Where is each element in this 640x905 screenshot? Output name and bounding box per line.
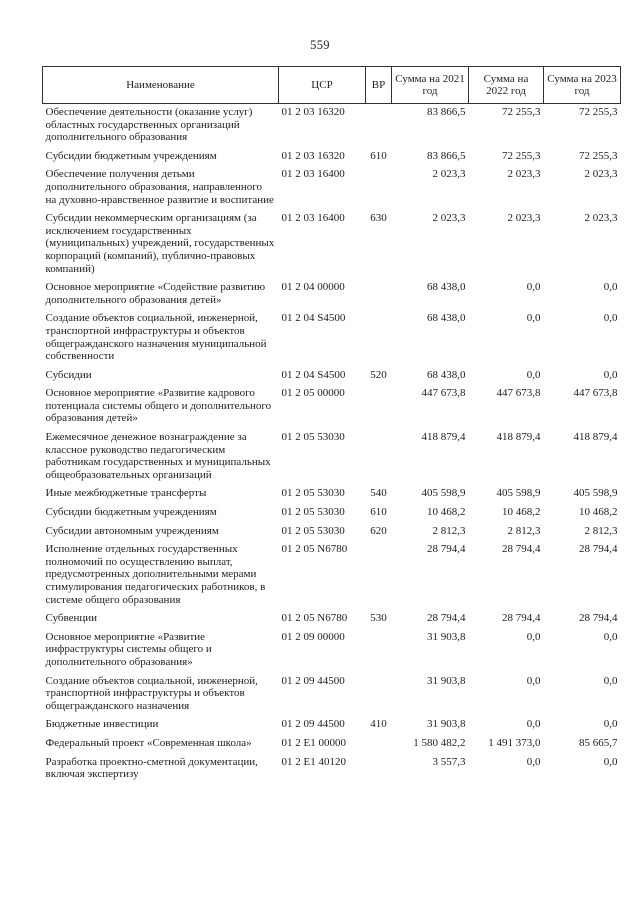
table-row [43,673,621,717]
budget-table [42,66,621,785]
row-sum-2023: 0,0 [603,674,618,687]
row-name: Обеспечение получения детьми дополнительного образования, направленного на духовно-нравственное развитие и воспитание [45,168,274,206]
row-csr: 01 2 09 44500 [281,718,345,731]
row-name: Субвенции [45,612,98,625]
row-vr [366,629,392,673]
row-sum-2021: 83 866,5 [427,149,466,162]
row-sum-2023: 85 665,7 [579,736,618,749]
row-csr: 01 2 05 00000 [281,387,345,400]
row-sum-2021: 68 438,0 [427,368,466,381]
row-vr [366,735,392,754]
row-sum-2023: 0,0 [603,755,618,768]
row-sum-2023: 72 255,3 [579,149,618,162]
row-sum-2021: 31 903,8 [427,718,466,731]
row-sum-2021: 418 879,4 [421,431,466,444]
table-row [43,485,621,504]
row-vr: 520 [370,368,387,381]
row-csr: 01 2 09 44500 [281,674,345,687]
row-sum-2023: 418 879,4 [573,431,618,444]
row-vr: 410 [370,718,387,731]
row-sum-2021: 2 023,3 [432,212,466,225]
row-sum-2023: 2 812,3 [584,524,618,537]
row-sum-2023: 72 255,3 [579,106,618,118]
row-name: Создание объектов социальной, инженерной, транспортной инфраструктуры и объектов общегражданского назначения [45,674,258,712]
header-vr: ВР [366,67,392,104]
row-name: Субсидии бюджетным учреждениям [45,506,217,519]
row-sum-2021: 2 812,3 [432,524,466,537]
header-sum-2022: Сумма на 2022 год [469,67,544,104]
row-sum-2022: 0,0 [526,312,541,325]
table-row [43,716,621,735]
row-csr: 01 2 05 53030 [281,524,345,537]
row-sum-2021: 1 580 482,2 [413,736,466,749]
row-sum-2021: 68 438,0 [427,312,466,325]
row-csr: 01 2 04 S4500 [281,368,346,381]
row-sum-2022: 0,0 [526,674,541,687]
table-row [43,504,621,523]
row-csr: 01 2 05 N6780 [281,543,348,556]
row-sum-2023: 447 673,8 [573,387,618,400]
row-sum-2022: 72 255,3 [502,106,541,118]
header-sum-2021: Сумма на 2021 год [392,67,469,104]
row-csr: 01 2 05 53030 [281,431,345,444]
row-sum-2021: 447 673,8 [421,387,466,400]
page-number: 559 [310,38,330,52]
row-sum-2022: 72 255,3 [502,149,541,162]
row-sum-2023: 2 023,3 [584,168,618,181]
row-sum-2023: 28 794,4 [579,612,618,625]
row-name: Ежемесячное денежное вознаграждение за классное руководство педагогическим работникам государственных и муниципальных общеобразовательных организаций [45,431,271,481]
table-row [43,523,621,542]
row-csr: 01 2 03 16320 [281,149,345,162]
row-name: Разработка проектно-сметной документации, включая экспертизу [45,755,258,781]
row-name: Основное мероприятие «Развитие инфраструктуры системы общего и дополнительного образования» [45,630,212,668]
row-name: Основное мероприятие «Содействие развитию дополнительного образования детей» [45,281,266,306]
row-vr: 530 [370,612,387,625]
row-vr [366,429,392,485]
row-sum-2022: 2 023,3 [507,168,541,181]
row-vr [366,104,392,148]
row-sum-2022: 2 812,3 [507,524,541,537]
row-vr [366,166,392,210]
row-csr: 01 2 E1 40120 [281,755,346,768]
row-name: Исполнение отдельных государственных полномочий по осуществлению выплат, предусмотренных дополнительными мерами стимулирования педагогических работников, в системе общего образования [45,543,266,606]
row-vr [366,310,392,366]
table-row [43,310,621,366]
row-sum-2022: 0,0 [526,630,541,643]
row-csr: 01 2 03 16320 [281,106,345,118]
row-vr: 620 [370,524,387,537]
table-row [43,148,621,167]
table-row [43,210,621,279]
row-name: Субсидии [45,368,92,381]
row-sum-2023: 0,0 [603,281,618,294]
row-vr: 630 [370,212,387,225]
row-sum-2022: 28 794,4 [502,612,541,625]
table-row [43,429,621,485]
table-row [43,104,621,148]
row-vr [366,385,392,429]
row-name: Субсидии автономным учреждениям [45,524,219,537]
table-row [43,735,621,754]
header-csr: ЦСР [279,67,366,104]
row-vr: 540 [370,487,387,500]
table-row [43,754,621,785]
row-sum-2023: 0,0 [603,368,618,381]
row-vr [366,541,392,610]
row-sum-2023: 0,0 [603,718,618,731]
row-csr: 01 2 04 S4500 [281,312,346,325]
row-csr: 01 2 05 N6780 [281,612,348,625]
row-sum-2023: 10 468,2 [579,506,618,519]
row-sum-2023: 405 598,9 [573,487,618,500]
row-sum-2022: 0,0 [526,755,541,768]
row-sum-2021: 28 794,4 [427,543,466,556]
row-sum-2021: 28 794,4 [427,612,466,625]
row-sum-2022: 10 468,2 [502,506,541,519]
table-row [43,367,621,386]
row-sum-2021: 31 903,8 [427,674,466,687]
table-row [43,166,621,210]
table-row [43,610,621,629]
table-body [43,104,621,785]
row-name: Обеспечение деятельности (оказание услуг) областных государственных организаций дополнительного образования [45,106,253,144]
row-sum-2021: 3 557,3 [432,755,466,768]
row-csr: 01 2 03 16400 [281,168,345,181]
row-name: Иные межбюджетные трансферты [45,487,207,500]
row-name: Создание объектов социальной, инженерной, транспортной инфраструктуры и объектов общегражданского назначения муниципальной собственности [45,312,267,363]
row-name: Субсидии бюджетным учреждениям [45,149,217,162]
table-row [43,629,621,673]
row-sum-2022: 0,0 [526,718,541,731]
row-csr: 01 2 E1 00000 [281,736,346,749]
row-sum-2022: 0,0 [526,281,541,294]
row-sum-2022: 2 023,3 [507,212,541,225]
row-name: Субсидии некоммерческим организациям (за исключением государственных (муниципальных) учреждений, государственных корпораций (компаний), публично-правовых компаний) [45,212,275,275]
table-row [43,541,621,610]
row-sum-2021: 68 438,0 [427,281,466,294]
row-vr: 610 [370,506,387,519]
row-name: Основное мероприятие «Развитие кадрового потенциала системы общего и дополнительного образования детей» [45,387,272,425]
row-sum-2022: 447 673,8 [496,387,541,400]
row-vr [366,673,392,717]
row-vr [366,754,392,785]
row-name: Бюджетные инвестиции [45,718,159,731]
table-row [43,385,621,429]
row-csr: 01 2 04 00000 [281,281,345,294]
row-sum-2023: 0,0 [603,312,618,325]
row-sum-2023: 2 023,3 [584,212,618,225]
row-sum-2022: 28 794,4 [502,543,541,556]
row-sum-2021: 83 866,5 [427,106,466,118]
row-csr: 01 2 05 53030 [281,506,345,519]
row-sum-2022: 1 491 373,0 [488,736,541,749]
row-sum-2023: 0,0 [603,630,618,643]
row-sum-2023: 28 794,4 [579,543,618,556]
header-name: Наименование [43,67,279,104]
row-sum-2021: 10 468,2 [427,506,466,519]
row-sum-2022: 418 879,4 [496,431,541,444]
row-sum-2021: 31 903,8 [427,630,466,643]
row-csr: 01 2 05 53030 [281,487,345,500]
header-sum-2023: Сумма на 2023 год [544,67,621,104]
row-csr: 01 2 09 00000 [281,630,345,643]
table-row [43,279,621,310]
row-sum-2022: 405 598,9 [496,487,541,500]
row-sum-2021: 2 023,3 [432,168,466,181]
row-vr [366,279,392,310]
row-name: Федеральный проект «Современная школа» [45,736,252,749]
row-vr: 610 [370,149,387,162]
row-sum-2021: 405 598,9 [421,487,466,500]
row-csr: 01 2 03 16400 [281,212,345,225]
row-sum-2022: 0,0 [526,368,541,381]
table-header [43,67,621,104]
